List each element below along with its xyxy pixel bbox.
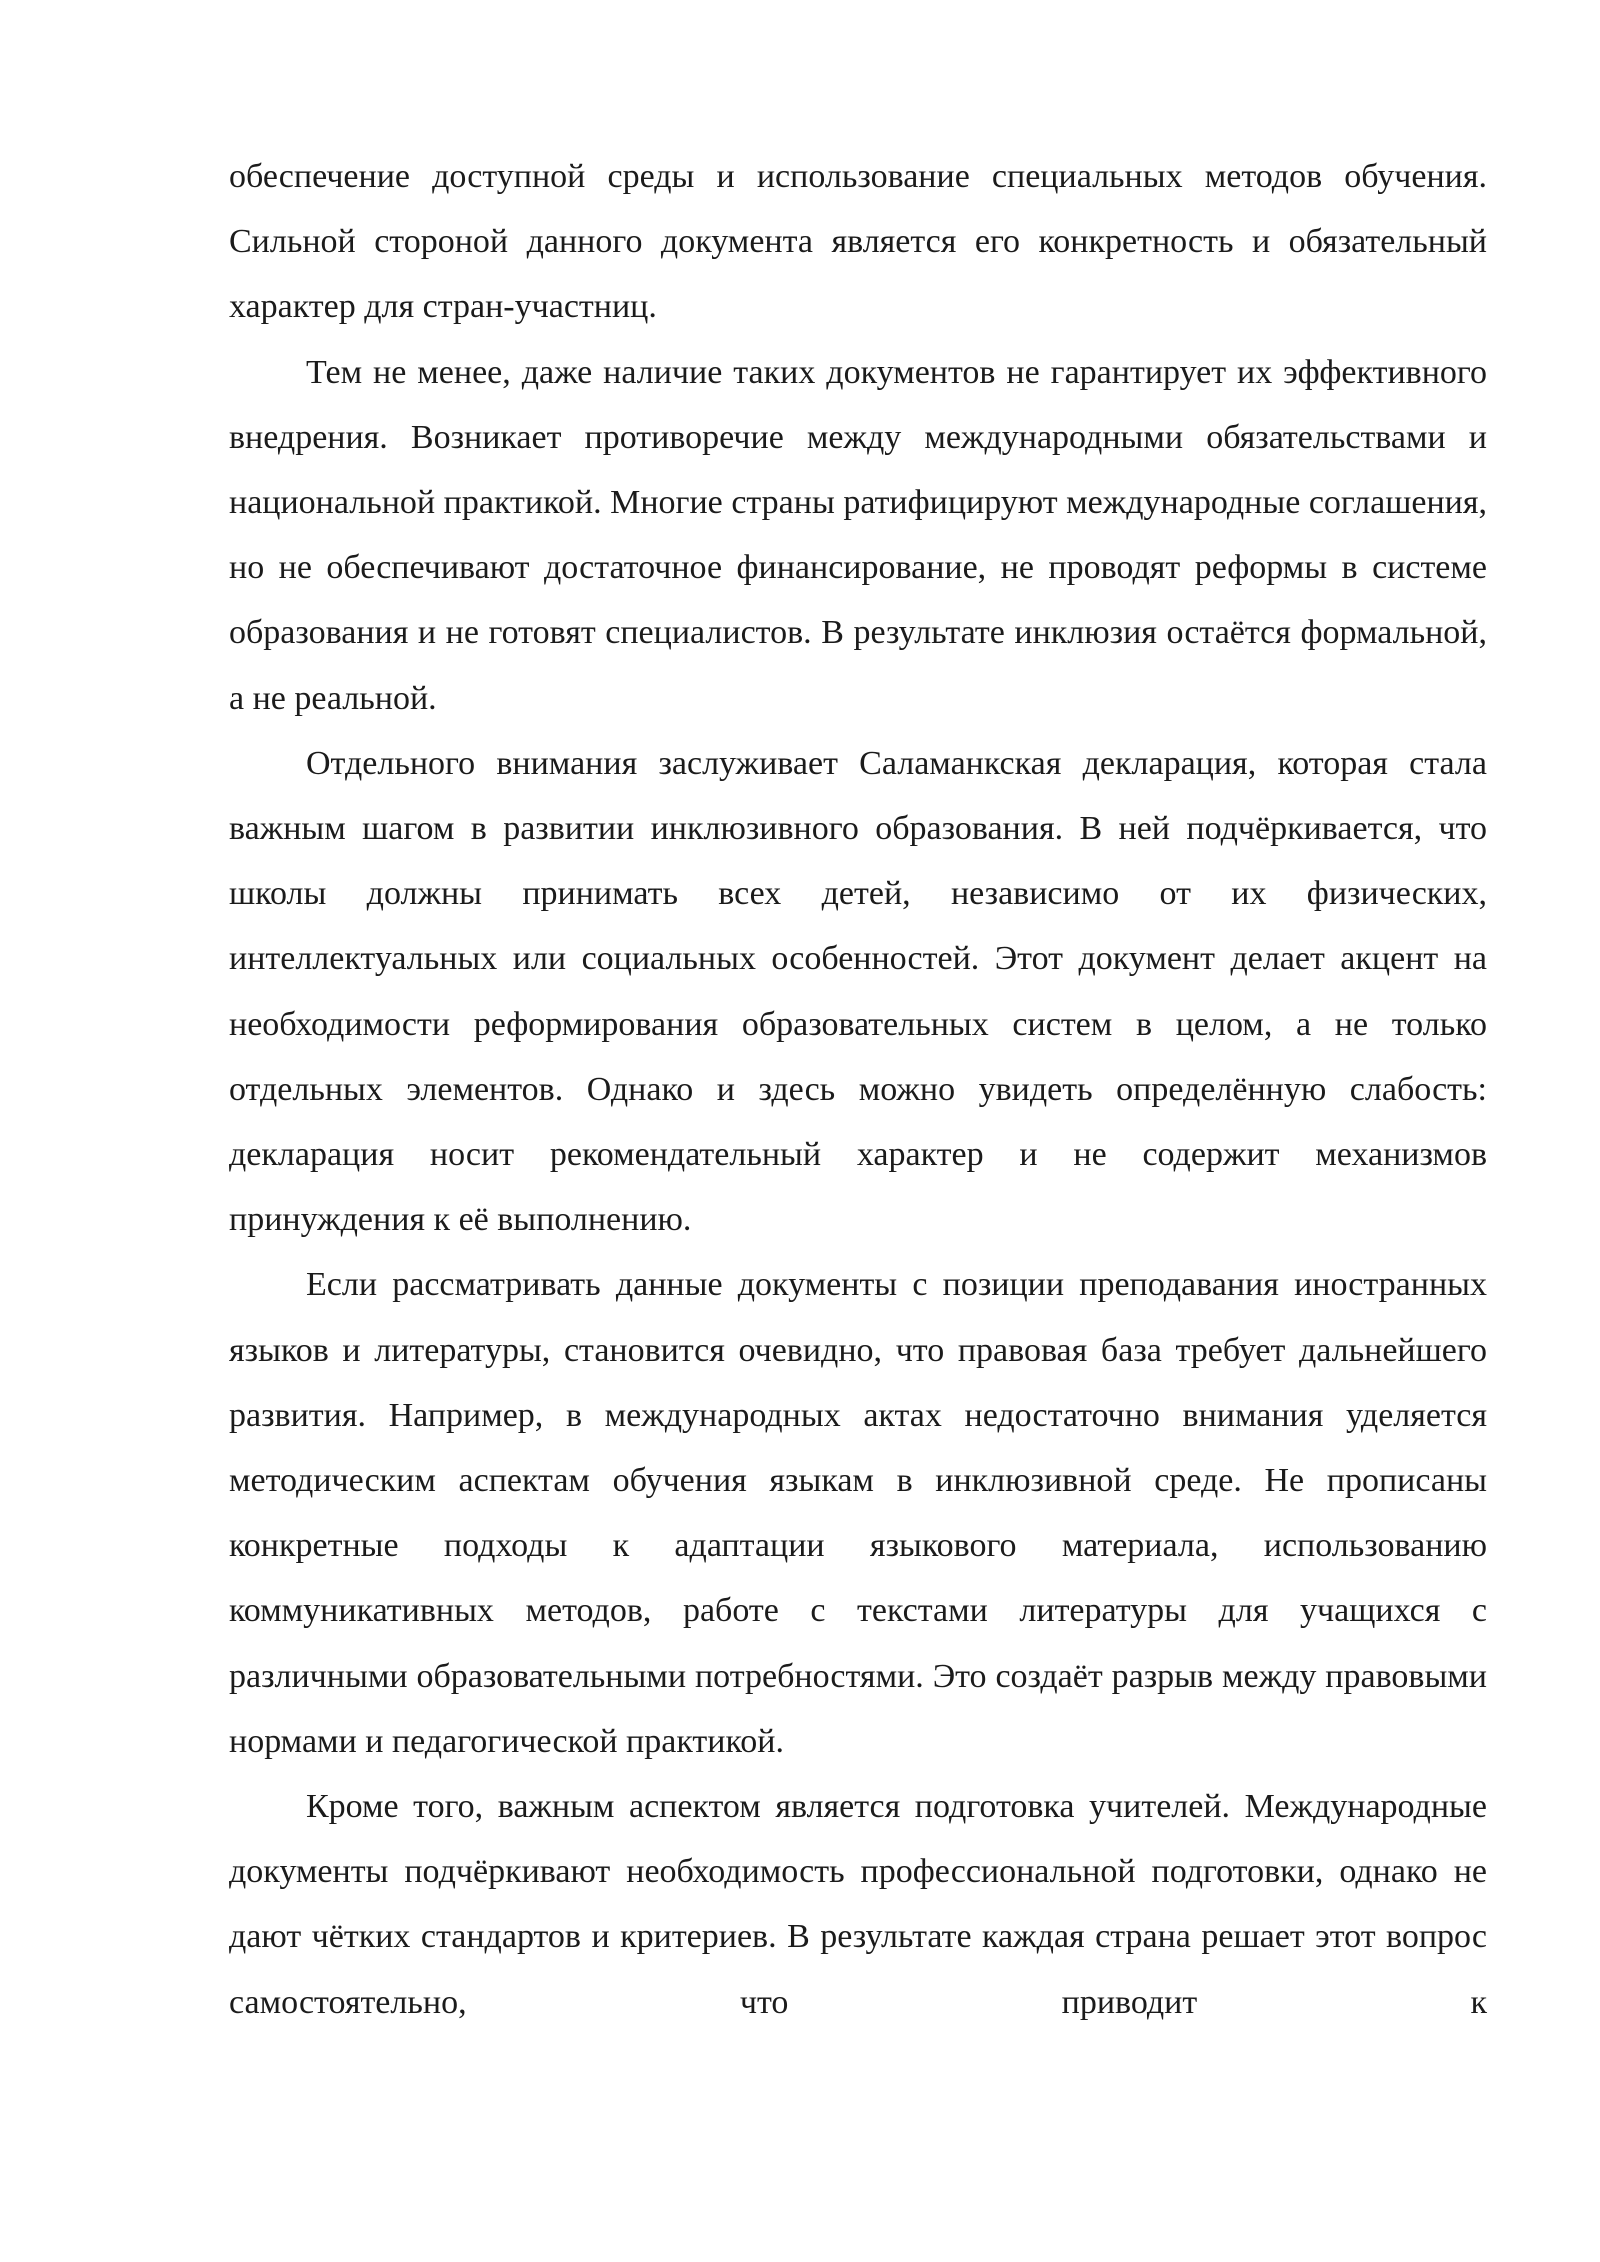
- paragraph-5: Кроме того, важным аспектом является подготовка учителей. Международные документы подчёркивают необходимость профессиональной подготовки, однако не дают чётких стандартов и критериев. В результате каждая страна решает этот вопрос самостоятельно, что приводит к: [229, 1788, 1487, 2021]
- paragraph-3: Отдельного внимания заслуживает Саламанкская декларация, которая стала важным шагом в развитии инклюзивного образования. В ней подчёркивается, что школы должны принимать всех детей, независимо от их физических, интеллектуальных или социальных особенностей. Этот документ делает акцент на необходимости реформирования образовательных систем в целом, а не только отдельных элементов. Однако и здесь можно увидеть определённую слабость: декларация носит рекомендательный характер и не содержит механизмов принуждения к её выполнению.: [229, 744, 1487, 1239]
- document-body: [229, 144, 1487, 2035]
- paragraph-2: Тем не менее, даже наличие таких документов не гарантирует их эффективного внедрения. Возникает противоречие между международными обязательствами и национальной практикой. Многие страны ратифицируют международные соглашения, но не обеспечивают достаточное финансирование, не проводят реформы в системе образования и не готовят специалистов. В результате инклюзия остаётся формальной, а не реальной.: [229, 353, 1487, 717]
- paragraph-4: Если рассматривать данные документы с позиции преподавания иностранных языков и литературы, становится очевидно, что правовая база требует дальнейшего развития. Например, в международных актах недостаточно внимания уделяется методическим аспектам обучения языкам в инклюзивной среде. Не прописаны конкретные подходы к адаптации языкового материала, использованию коммуникативных методов, работе с текстами литературы для учащихся с различными образовательными потребностями. Это создаёт разрыв между правовыми нормами и педагогической практикой.: [229, 1266, 1487, 1760]
- paragraph-1: обеспечение доступной среды и использование специальных методов обучения. Сильной стороной данного документа является его конкретность и обязательный характер для стран-участниц.: [229, 158, 1487, 326]
